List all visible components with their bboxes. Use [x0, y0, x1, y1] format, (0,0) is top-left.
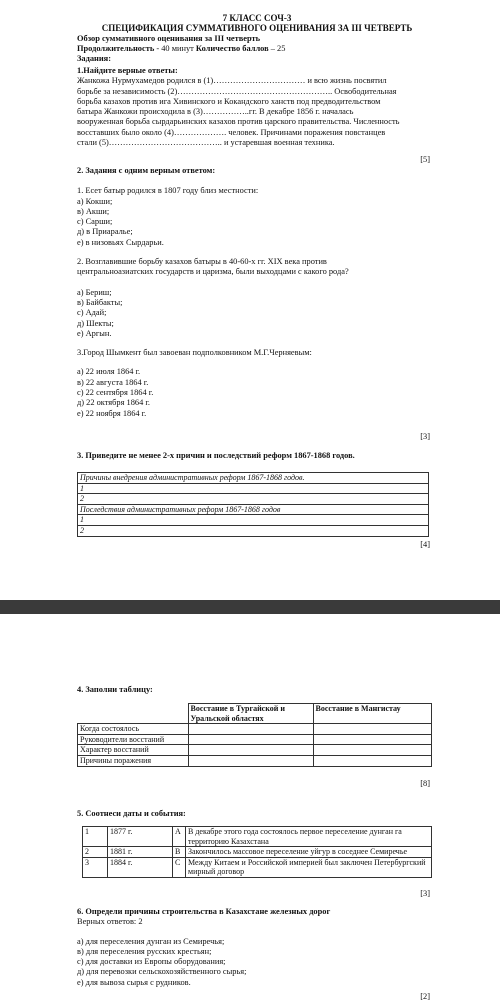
task3-title: 3. Приведите не менее 2-х причин и последствий реформ 1867-1868 годов. — [77, 451, 355, 460]
task6 — [77, 907, 437, 988]
task2-score: [3] — [420, 432, 430, 441]
task6-option: е) для вывоза сырья с рудников. — [77, 977, 191, 987]
task3-table — [77, 472, 429, 537]
answer-cell[interactable] — [188, 724, 313, 735]
task1-line: Жанкожа Нурмухамедов родился в (1)…………………………… и всю жизнь посвятил — [77, 76, 387, 86]
task6-title: 6. Определи причины строительства в Казахстане железных дорог — [77, 907, 331, 916]
task5-table — [82, 826, 432, 878]
table-row: Причины внедрения административных реформ 1867-1868 годов. — [78, 473, 429, 484]
task5-title: 5. Соотнеси даты и события: — [77, 809, 186, 818]
task3-score: [4] — [420, 540, 430, 549]
task1-line: стали (5)………………………………….. и устаревшая военная техника. — [77, 138, 335, 148]
header — [77, 13, 437, 64]
answer-cell[interactable] — [188, 734, 313, 745]
task5-score: [3] — [420, 889, 430, 898]
grade-title: 7 КЛАСС СОЧ-3 — [222, 13, 292, 23]
duration-line: Продолжительность - 40 минут Количество баллов – 25 — [77, 43, 286, 53]
table-row: 1 1877 г. A В декабре этого года состоялось первое переселение дунган га территорию Казахстана — [83, 827, 432, 847]
task3 — [77, 451, 437, 461]
task4-table — [77, 703, 432, 767]
task1 — [77, 66, 447, 148]
q3-option: с) 22 сентября 1864 г. — [77, 388, 154, 398]
task1-line: борьбе за независимость (2)……………………………………………….. Освободительная — [77, 86, 397, 96]
table-row: 3 1884 г. C Между Китаем и Российской империей был заключен Петербургский мирный договор — [83, 857, 432, 877]
worksheet-page-2 — [0, 614, 500, 1007]
q1-option: д) в Приаралье; — [77, 227, 133, 237]
q3-option: в) 22 августа 1864 г. — [77, 377, 149, 387]
answer-cell[interactable] — [188, 755, 313, 766]
task6-score: [2] — [420, 992, 430, 1001]
table-row: 1 — [78, 515, 429, 526]
tasks-heading: Задания: — [77, 54, 112, 64]
q2-option: в) Байбакты; — [77, 297, 123, 307]
task1-line: батыра Жанкожи происходила в (3)……………..гг. В декабре 1856 г. началась — [77, 107, 354, 117]
task1-score: [5] — [420, 155, 430, 164]
q2-option: а) Бериш; — [77, 287, 112, 297]
q1-option: а) Кокши; — [77, 196, 113, 206]
table-row: 2 1881 г. B Закончилось массовое переселение уйгур в соседнее Семиречье — [83, 847, 432, 858]
q2-option: с) Адай; — [77, 308, 107, 318]
task6-option: с) для доставки из Европы оборудования; — [77, 957, 226, 967]
q2-text: 2. Возглавившие борьбу казахов батыры в 40-60-х гг. XIX века против — [77, 257, 327, 267]
col-mangistau: Восстание в Мангистау — [313, 704, 432, 724]
q3-option: е) 22 ноября 1864 г. — [77, 408, 147, 418]
answer-cell[interactable] — [313, 734, 432, 745]
q2-option: е) Аргын. — [77, 328, 112, 338]
q2-text: центральноазиатских государств и царизма, были выходцами с какого рода? — [77, 267, 349, 277]
table-row: Когда состоялось — [78, 724, 189, 735]
task1-line: вооруженная борьба сырдарьинских казахов против царского правительства. Численность — [77, 117, 400, 127]
answer-cell[interactable] — [188, 745, 313, 756]
q3-option: а) 22 июля 1864 г. — [77, 367, 141, 377]
table-row: 2 — [78, 525, 429, 536]
task1-line: борьба казахов против ига Хивинского и Кокандского ханств под предводительством — [77, 96, 381, 106]
task6-option: д) для перевозки сельскохозяйственного сырья; — [77, 967, 247, 977]
task4-title: 4. Заполни таблицу: — [77, 685, 153, 694]
overview-title: Обзор суммативного оценивания за III четверть — [77, 33, 261, 43]
table-row: 2 — [78, 494, 429, 505]
table-row: Характер восстаний — [78, 745, 189, 756]
task6-option: а) для переселения дунган из Семиречья; — [77, 936, 225, 946]
spec-title: СПЕЦИФИКАЦИЯ СУММАТИВНОГО ОЦЕНИВАНИЯ ЗА III ЧЕТВЕРТЬ — [101, 23, 413, 34]
task6-option: в) для переселения русских крестьян; — [77, 946, 212, 956]
answer-cell[interactable] — [313, 745, 432, 756]
col-turgay: Восстание в Тургайской и Уральской областях — [188, 704, 313, 724]
task4-score: [8] — [420, 779, 430, 788]
table-row: Последствия административных реформ 1867-1868 годов — [78, 504, 429, 515]
q1-text: 1. Есет батыр родился в 1807 году близ местности: — [77, 186, 259, 196]
table-row: Руководители восстаний — [78, 734, 189, 745]
table-row: 1 — [78, 483, 429, 494]
page-gap — [0, 600, 500, 614]
q3-text: 3.Город Шымкент был завоеван подполковником М.Г.Черняевым: — [77, 348, 312, 358]
task2 — [77, 166, 437, 419]
table-row: Причины поражения — [78, 755, 189, 766]
q1-option: в) Акши; — [77, 206, 110, 216]
task5 — [77, 809, 437, 819]
task1-title: 1.Найдите верные ответы: — [77, 66, 178, 75]
q1-option: е) в низовьях Сырдарьи. — [77, 237, 164, 247]
answer-cell[interactable] — [313, 724, 432, 735]
q3-option: д) 22 октября 1864 г. — [77, 398, 150, 408]
task2-title: 2. Задания с одним верным ответом: — [77, 166, 216, 175]
q1-option: с) Сарши; — [77, 217, 113, 227]
answer-cell[interactable] — [313, 755, 432, 766]
task4 — [77, 685, 437, 695]
task1-line: восставших было около (4)………………. человек. Причинами поражения повстанцев — [77, 127, 386, 137]
task6-subtitle: Верных ответов: 2 — [77, 917, 143, 927]
q2-option: д) Шекты; — [77, 318, 114, 328]
